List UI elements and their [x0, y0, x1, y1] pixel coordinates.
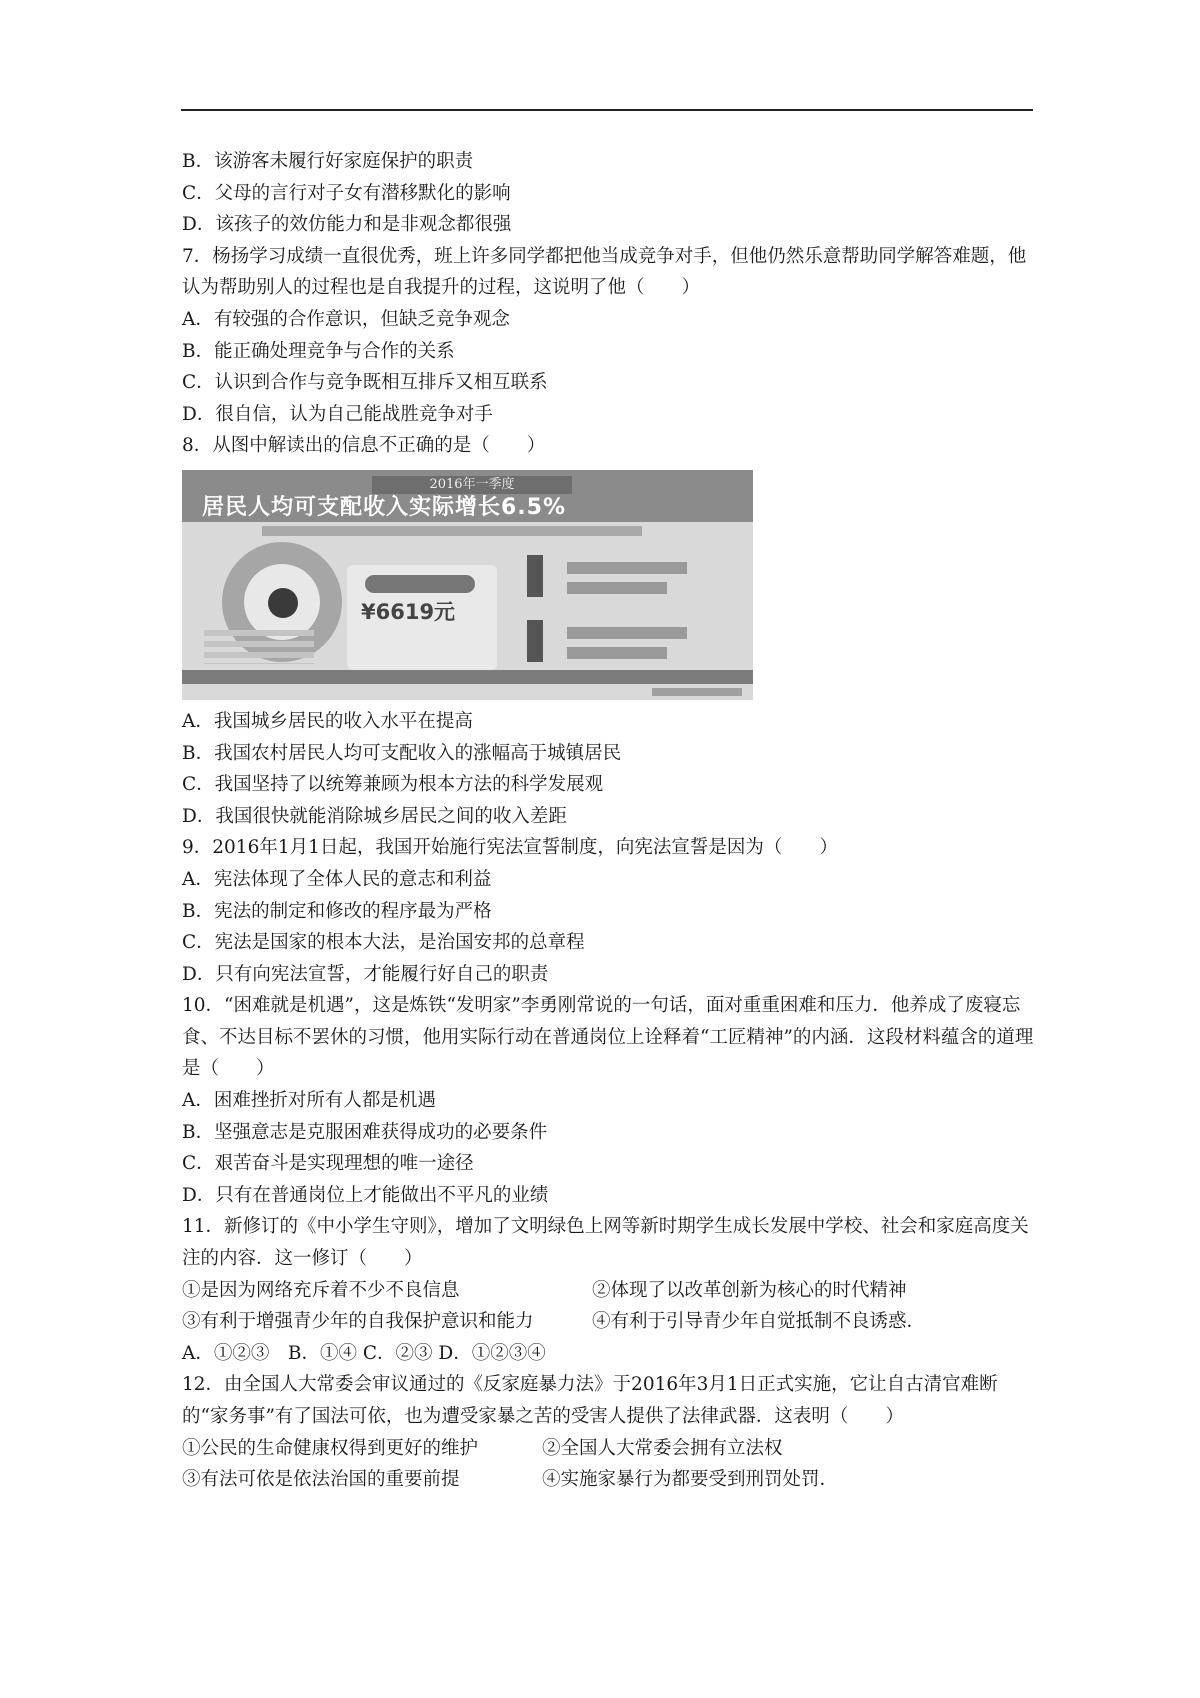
q12-item-4: ④实施家暴行为都要受到刑罚处罚． [542, 1469, 839, 1491]
infographic-year: 2016年一季度 [372, 476, 572, 494]
rural-stat-bar [567, 627, 687, 639]
q8-option-c: C．我国坚持了以统筹兼顾为根本方法的科学发展观 [182, 774, 604, 796]
q9-option-a: A．宪法体现了全体人民的意志和利益 [182, 868, 492, 890]
option-c-q6: C．父母的言行对子女有潜移默化的影响 [182, 182, 511, 204]
q9-option-d: D．只有向宪法宣誓，才能履行好自己的职责 [182, 963, 549, 985]
q7-option-b: B．能正确处理竞争与合作的关系 [182, 340, 455, 362]
q9-option-c: C．宪法是国家的根本大法，是治国安邦的总章程 [182, 932, 585, 954]
q11-items-row-2 [182, 1306, 1034, 1338]
exam-page-content [182, 146, 1034, 1496]
question-12-stem: 12．由全国人大常委会审议通过的《反家庭暴力法》于2016年3月1日正式实施，它让自古清官难断的“家务事”有了国法可依，也为遭受家暴之苦的受害人提供了法律武器．这表明（ ） [182, 1374, 998, 1427]
q11-choices: A．①②③ B．①④ C．②③ D．①②③④ [182, 1342, 546, 1364]
q10-option-b: B．坚强意志是克服困难获得成功的必要条件 [182, 1121, 548, 1143]
q11-items-row-1 [182, 1275, 1034, 1307]
question-10-stem: 10．“困难就是机遇”，这是炼铁“发明家”李勇刚常说的一句话，面对重重困难和压力．他养成了废寝忘食、不达目标不罢休的习惯，他用实际行动在普通岗位上诠释着“工匠精神”的内涵．这段材料蕴含的道理是（ ） [182, 995, 1034, 1080]
q12-items-row-1 [182, 1433, 1034, 1465]
q12-item-2: ②全国人大常委会拥有立法权 [542, 1437, 783, 1459]
q12-item-3: ③有法可依是依法治国的重要前提 [182, 1469, 460, 1491]
question-7-stem: 7．杨扬学习成绩一直很优秀，班上许多同学都把他当成竞争对手，但他仍然乐意帮助同学解答难题，他认为帮助别人的过程也是自我提升的过程，这说明了他（ ） [182, 245, 1027, 299]
q12-items-row-2 [182, 1464, 1034, 1496]
urban-stat-bar-2 [567, 582, 667, 594]
infographic-credit [652, 688, 742, 696]
q10-option-a: A．困难挫折对所有人都是机遇 [182, 1090, 436, 1112]
q12-item-1: ①公民的生命健康权得到更好的维护 [182, 1437, 479, 1459]
income-amount: ¥6619元 [361, 599, 456, 624]
income-infographic [182, 470, 753, 700]
q8-option-b: B．我国农村居民人均可支配收入的涨幅高于城镇居民 [182, 742, 622, 764]
infographic-footer-bar [182, 670, 753, 684]
q8-option-d: D．我国很快就能消除城乡居民之间的收入差距 [182, 805, 567, 827]
q10-option-d: D．只有在普通岗位上才能做出不平凡的业绩 [182, 1184, 549, 1206]
option-d-q6: D．该孩子的效仿能力和是非观念都很强 [182, 214, 512, 236]
q11-item-2: ②体现了以改革创新为核心的时代精神 [592, 1279, 907, 1301]
header-rule [181, 109, 1033, 111]
question-8-stem: 8．从图中解读出的信息不正确的是（ ） [182, 435, 546, 457]
q8-option-a: A．我国城乡居民的收入水平在提高 [182, 710, 473, 732]
q7-option-a: A．有较强的合作意识，但缺乏竞争观念 [182, 308, 510, 330]
urban-person-icon [527, 555, 543, 597]
rural-stat-bar-2 [567, 647, 667, 659]
question-9-stem: 9．2016年1月1日起，我国开始施行宪法宣誓制度，向宪法宣誓是因为（ ） [182, 837, 838, 859]
rural-person-icon [527, 620, 543, 662]
question-11-stem: 11．新修订的《中小学生守则》，增加了文明绿色上网等新时期学生成长发展中学校、社会和家庭高度关注的内容．这一修订（ ） [182, 1216, 1029, 1270]
pie-center [268, 588, 298, 618]
q7-option-d: D．很自信，认为自己能战胜竞争对手 [182, 403, 493, 425]
q10-option-c: C．艰苦奋斗是实现理想的唯一途径 [182, 1153, 474, 1175]
infographic-subtitle-bar [262, 526, 642, 536]
national-income-card [347, 565, 497, 670]
infographic-legend [204, 630, 314, 664]
q11-item-3: ③有利于增强青少年的自我保护意识和能力 [182, 1311, 534, 1333]
q11-item-1: ①是因为网络充斥着不少不良信息 [182, 1279, 460, 1301]
card-tag [365, 575, 475, 593]
q9-option-b: B．宪法的制定和修改的程序最为严格 [182, 900, 492, 922]
urban-stat-bar [567, 562, 687, 574]
option-b-q6: B．该游客未履行好家庭保护的职责 [182, 151, 474, 172]
q11-item-4: ④有利于引导青少年自觉抵制不良诱惑． [592, 1311, 926, 1333]
infographic-title: 居民人均可支配收入实际增长6.5% [202, 494, 567, 520]
q7-option-c: C．认识到合作与竞争既相互排斥又相互联系 [182, 372, 548, 394]
